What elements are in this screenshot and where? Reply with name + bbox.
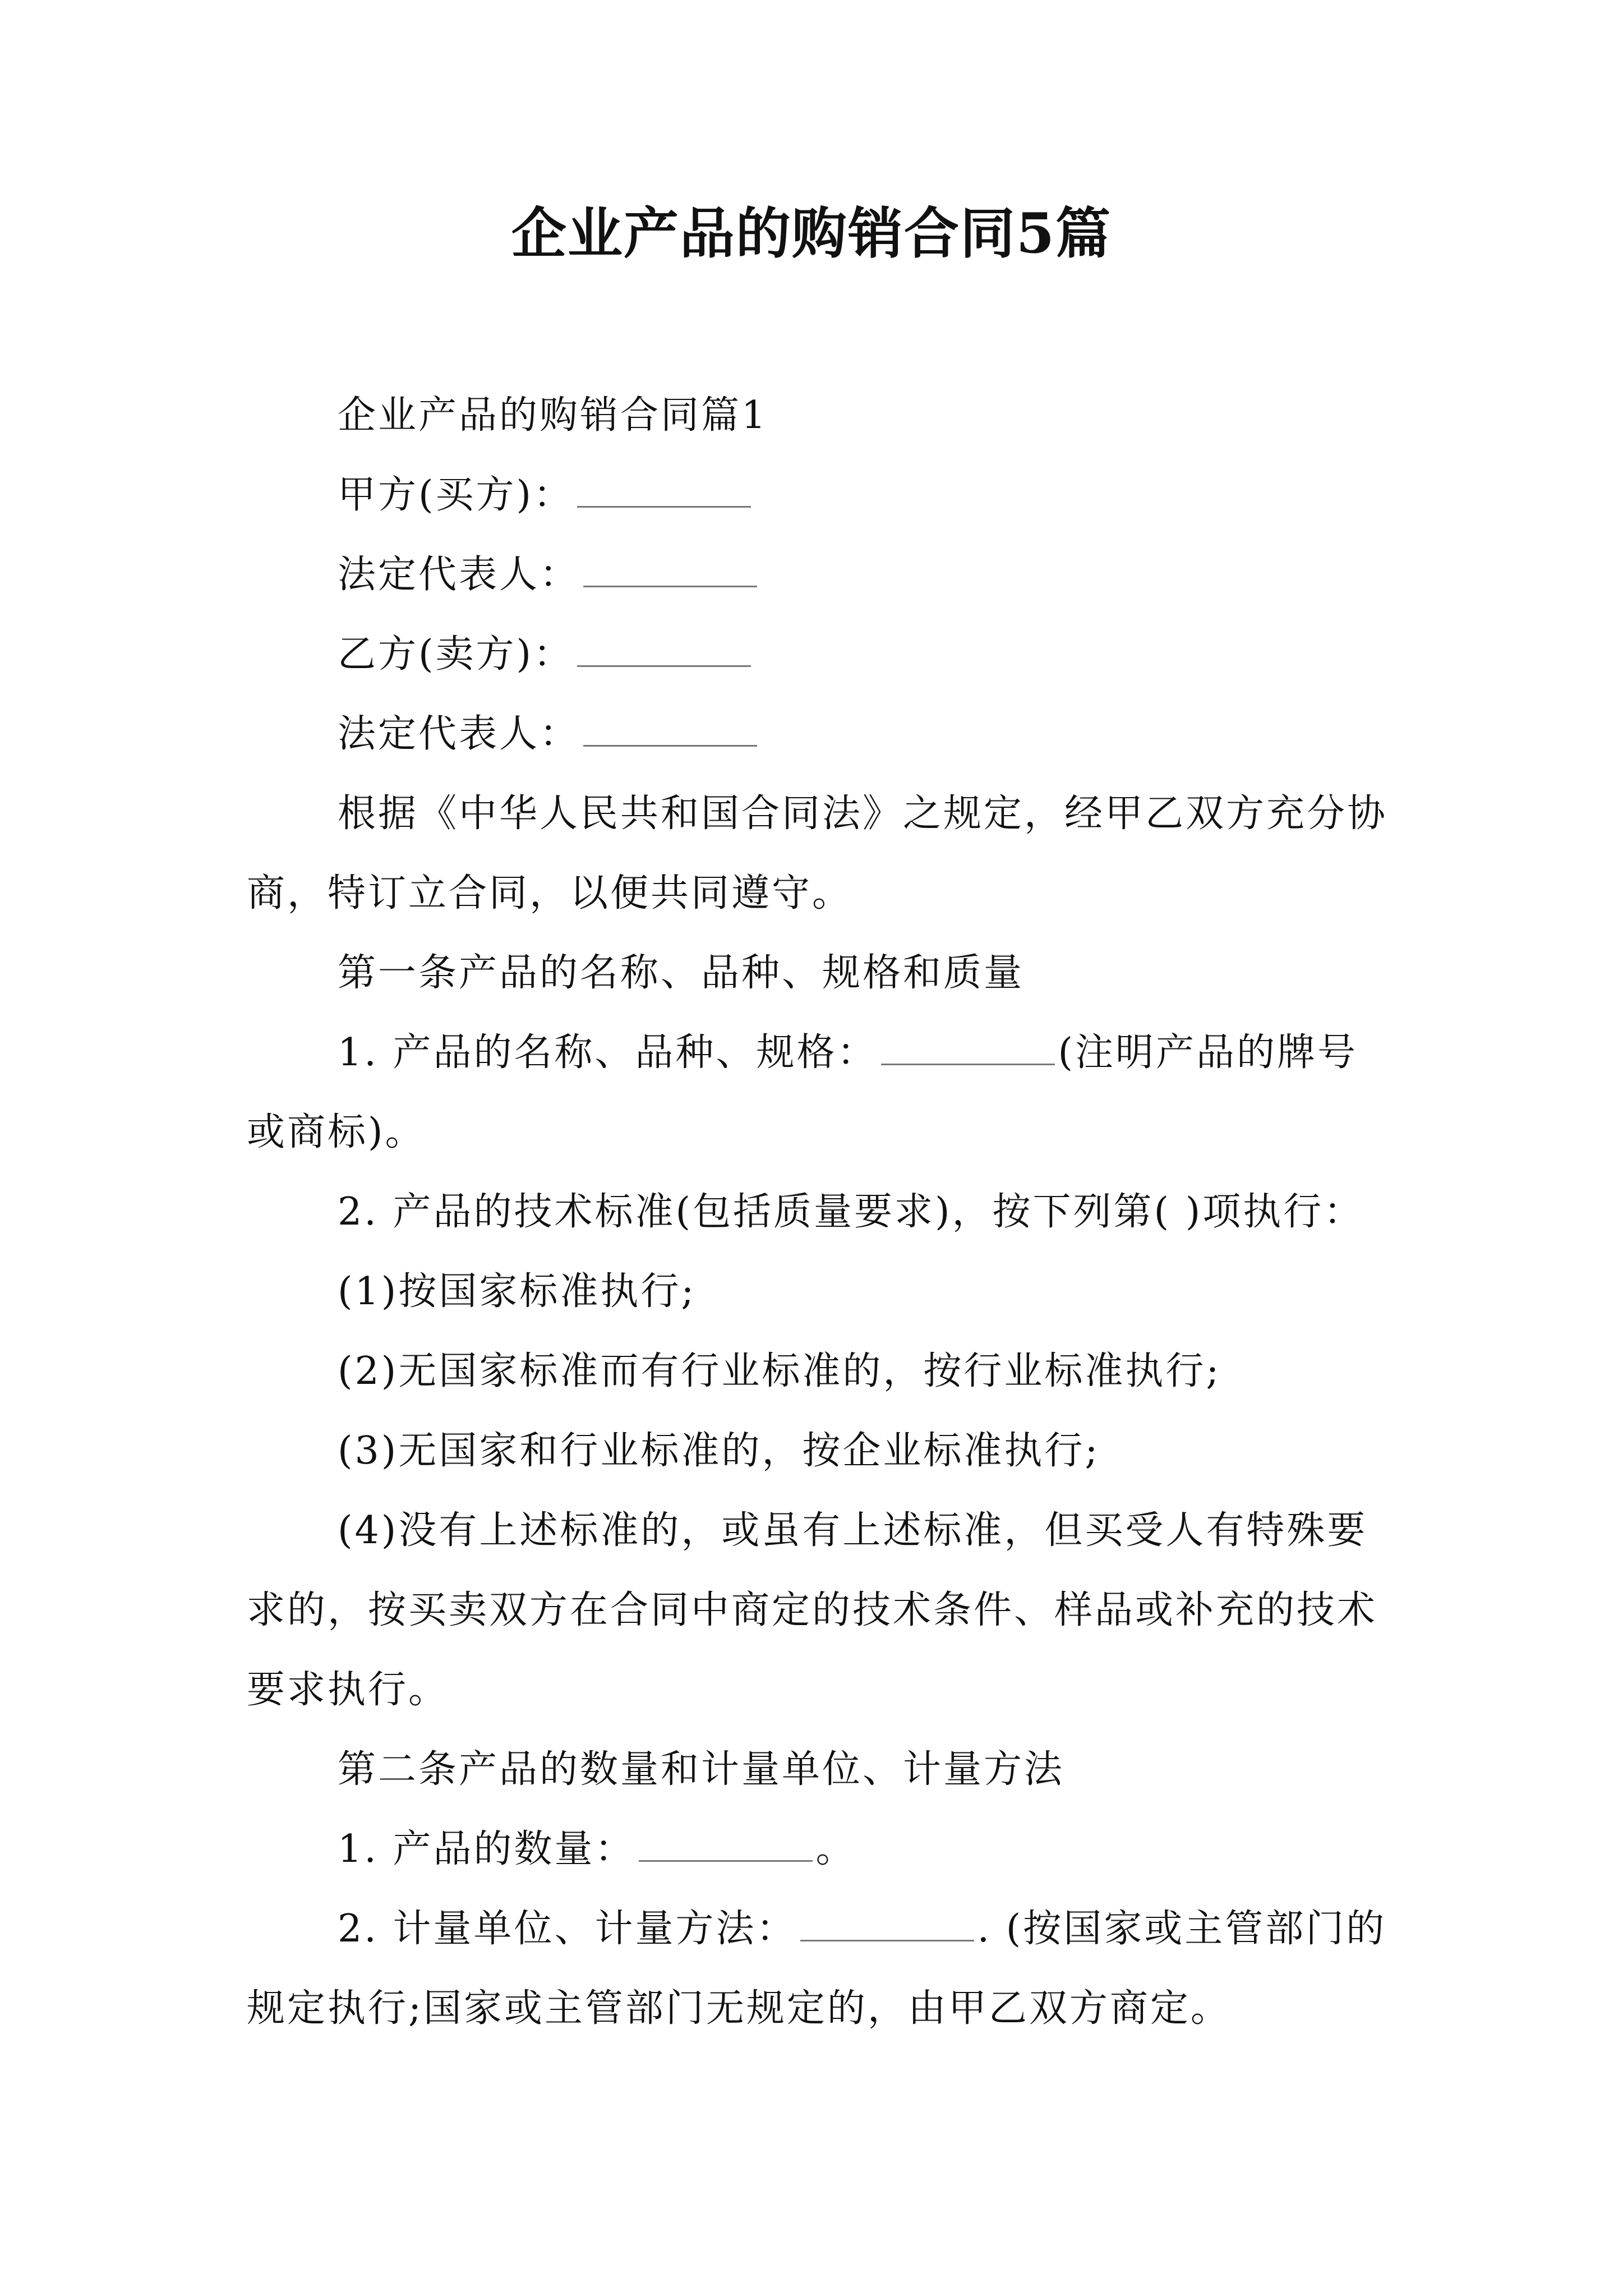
article-1-title: 第一条产品的名称、品种、规格和质量 bbox=[338, 951, 1025, 995]
party-b-rep-blank bbox=[583, 711, 757, 747]
party-b-blank bbox=[577, 631, 751, 667]
measure-method-blank bbox=[800, 1906, 974, 1941]
document-body bbox=[247, 376, 1391, 2049]
article-2-item-1-prefix: 1. 产品的数量： bbox=[338, 1827, 635, 1871]
article-2-item-2-prefix: 2. 计量单位、计量方法： bbox=[338, 1907, 797, 1951]
party-a-rep-blank bbox=[583, 551, 757, 587]
document-title: 企业产品的购销合同5篇 bbox=[511, 201, 1112, 266]
article-2-item-2-suffix: . (按国家或主管部门的规定执行;国家或主管部门无规定的，由甲乙双方商定。 bbox=[247, 1907, 1387, 2031]
article-1-option-2: (2)无国家标准而有行业标准的，按行业标准执行; bbox=[338, 1349, 1221, 1393]
article-2-item-1-suffix: 。 bbox=[815, 1827, 856, 1871]
article-2-title: 第二条产品的数量和计量单位、计量方法 bbox=[338, 1747, 1065, 1792]
article-1-item-1-prefix: 1. 产品的名称、品种、规格： bbox=[338, 1030, 878, 1075]
article-1-option-4: (4)没有上述标准的，或虽有上述标准，但买受人有特殊要求的，按买卖双方在合同中商定的技术条件、样品或补充的技术要求执行。 bbox=[247, 1508, 1378, 1712]
party-a-rep-label: 法定代表人： bbox=[338, 553, 580, 597]
party-a-line bbox=[247, 455, 1391, 535]
section-heading: 企业产品的购销合同篇1 bbox=[338, 393, 768, 438]
quantity-blank bbox=[639, 1826, 813, 1862]
party-b-rep-label: 法定代表人： bbox=[338, 712, 580, 756]
article-2-item-2 bbox=[247, 1889, 1391, 2049]
article-1-item-1 bbox=[247, 1013, 1391, 1172]
article-1-item-1-suffix: (注明产品的牌号或商标)。 bbox=[247, 1030, 1358, 1154]
article-2-item-1 bbox=[247, 1810, 1391, 1889]
intro-paragraph: 根据《中华人民共和国合同法》之规定，经甲乙双方充分协商，特订立合同，以便共同遵守。 bbox=[247, 792, 1388, 915]
product-name-blank bbox=[881, 1029, 1055, 1065]
article-1-option-3: (3)无国家和行业标准的，按企业标准执行; bbox=[338, 1429, 1100, 1473]
party-a-rep-line bbox=[247, 535, 1391, 615]
party-a-label: 甲方(买方)： bbox=[338, 473, 574, 517]
article-1-option-1: (1)按国家标准执行; bbox=[338, 1269, 697, 1314]
party-b-label: 乙方(卖方)： bbox=[338, 632, 574, 677]
party-b-rep-line bbox=[247, 694, 1391, 774]
party-a-blank bbox=[577, 472, 751, 508]
party-b-line bbox=[247, 615, 1391, 694]
article-1-item-2: 2. 产品的技术标准(包括质量要求)，按下列第( )项执行： bbox=[338, 1190, 1364, 1234]
